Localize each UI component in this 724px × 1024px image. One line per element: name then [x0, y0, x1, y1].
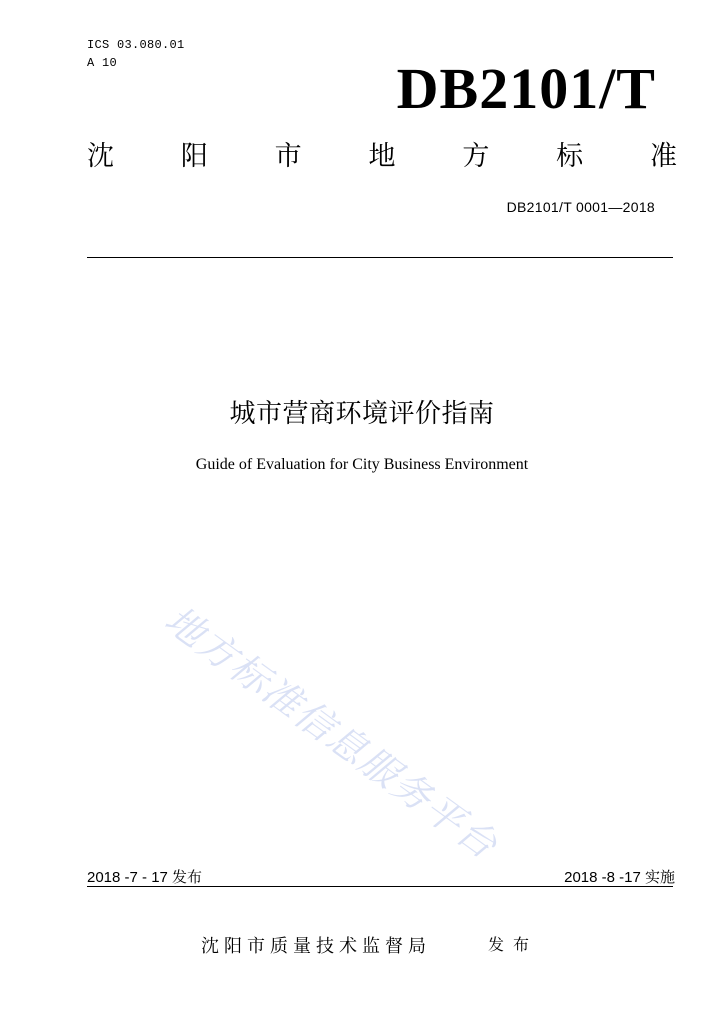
implement-date: 2018 -8 -17 实施 [564, 869, 675, 886]
issuer-char: 标 [556, 141, 584, 172]
standard-code: DB2101/T [396, 56, 656, 121]
issuer-char: 方 [462, 141, 490, 172]
footer-divider [87, 886, 673, 887]
standard-number: DB2101/T 0001—2018 [506, 199, 655, 215]
header-divider [87, 257, 673, 258]
issuer-char: 阳 [180, 141, 208, 172]
issuer-char: 沈 [87, 141, 114, 172]
issuer-char: 准 [649, 141, 677, 172]
issue-label: 发布 [488, 935, 539, 954]
watermark: 地方标准信息服务平台 [156, 597, 507, 869]
issuer-char: 市 [274, 141, 302, 172]
standard-issuer-line [87, 143, 677, 170]
issuer-char: 地 [368, 141, 396, 172]
classification-code: A 10 [87, 56, 118, 70]
publish-date: 2018 -7 - 17 发布 [87, 869, 203, 886]
issuing-authority: 沈阳市质量技术监督局 [201, 936, 431, 957]
document-title-en: Guide of Evaluation for City Business Environment [195, 456, 529, 473]
document-title-zh: 城市营商环境评价指南 [229, 399, 495, 429]
ics-code: ICS 03.080.01 [87, 38, 185, 52]
